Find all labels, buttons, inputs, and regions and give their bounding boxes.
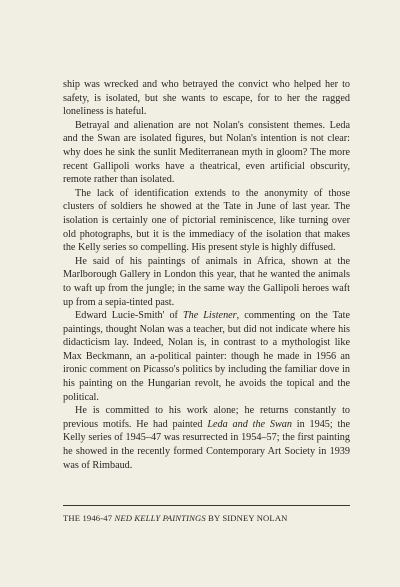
text-run: He is committed to his work alone; he returns constantly to previous motifs. He had painted [63,405,350,430]
text-run: in 1945; the Kelly series of 1945–47 was resurrected in 1954–57; the first painting he showed in the recently formed Contemporary Art Society in 1939 was of Rimbaud. [63,418,350,471]
paragraph [63,78,350,119]
page-footer [63,513,350,523]
footer-divider [63,505,350,506]
italic-title: The Listener [182,310,237,322]
paragraph [63,187,350,255]
text-run: Edward Lucie-Smith' of [75,310,183,322]
paragraph [63,404,350,472]
footer-suffix: BY SIDNEY NOLAN [205,513,288,523]
italic-title: Leda and the Swan [207,418,292,430]
article-body [63,78,350,472]
text-run: , commenting on the Tate paintings, thought Nolan was a teacher, but did not indicate where his didacticism lay. Indeed, Nolan is, in contrast to a mythologist like Max Beckmann, an a-political painter: though he made in 1956 an ironic comment on Picasso's politics by including the familiar dove in his painting on the Hungarian revolt, he avoids the topical and the political. [63,310,350,403]
text-run: ship was wrecked and who betrayed the convict who helped her to safety, is isolated, but she wants to escape, for to her the ragged loneliness is hateful. [63,79,350,118]
paragraph [63,255,350,309]
text-run: Betrayal and alienation are not Nolan's consistent themes. Leda and the Swan are isolated figures, but Nolan's intention is not clear: why does he sink the sunlit Mediterranean myth in gloom? The more recent Gallipoli works have a theatrical, even artificial obscurity, remote rather than isolated. [63,119,350,186]
paragraph [63,119,350,187]
text-run: The lack of identification extends to the anonymity of those clusters of soldiers he showed at the Tate in June of last year. The isolation is certainly one of pictorial reminiscence, like turning over old photographs, but it is the immediacy of the isolation that makes the Kelly series so compelling. His present style is highly diffused. [63,187,350,254]
footer-italic-title: NED KELLY PAINTINGS [114,513,206,523]
footer-prefix: THE 1946-47 [63,513,115,523]
paragraph [63,309,350,404]
text-run: He said of his paintings of animals in Africa, shown at the Marlborough Gallery in London this year, that he wanted the animals to waft up from the jungle; in the same way the Gallipoli heroes waft up from a sepia-tinted past. [63,255,350,308]
